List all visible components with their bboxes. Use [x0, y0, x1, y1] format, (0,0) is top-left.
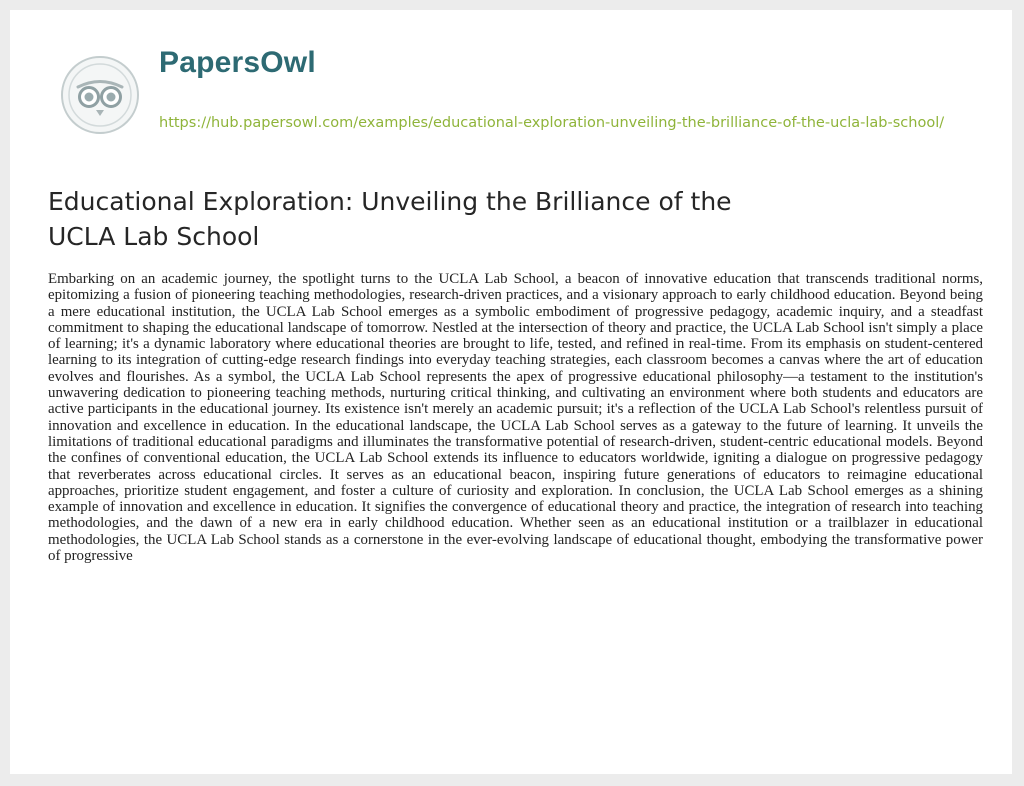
source-url-link[interactable]: https://hub.papersowl.com/examples/educational-exploration-unveiling-the-brilliance-of-the-ucla-lab-school/	[159, 115, 945, 131]
document-page	[10, 10, 1012, 774]
site-header	[59, 46, 959, 166]
document-body: Embarking on an academic journey, the spotlight turns to the UCLA Lab School, a beacon of innovative education that transcends traditional norms, epitomizing a fusion of pioneering teaching methodologies, research-driven practices, and a visionary approach to early childhood education. Beyond being a mere educational institution, the UCLA Lab School emerges as a symbolic embodiment of progressive pedagogy, academic inquiry, and a steadfast commitment to shaping the educational landscape of tomorrow. Nestled at the intersection of theory and practice, the UCLA Lab School isn't simply a place of learning; it's a dynamic laboratory where educational theories are brought to life, tested, and refined in real-time. From its emphasis on student-centered learning to its integration of cutting-edge research findings into everyday teaching strategies, each classroom becomes a canvas where the art of education evolves and flourishes. As a symbol, the UCLA Lab School represents the apex of progressive educational philosophy—a testament to the institution's unwavering dedication to pioneering teaching methods, nurturing critical thinking, and cultivating an environment where both students and educators are active participants in the educational journey. Its existence isn't merely an academic pursuit; it's a reflection of the UCLA Lab School's relentless pursuit of innovation and excellence in education. In the educational landscape, the UCLA Lab School serves as a gateway to the future of learning. It unveils the limitations of traditional educational paradigms and illuminates the transformative potential of research-driven, student-centric educational models. Beyond the confines of conventional education, the UCLA Lab School extends its influence to educators worldwide, igniting a dialogue on progressive pedagogy that reverberates across educational circles. It serves as an educational beacon, inspiring future generations of educators to reimagine educational approaches, prioritize student engagement, and foster a culture of curiosity and exploration. In conclusion, the UCLA Lab School emerges as a shining example of innovation and excellence in education. It signifies the convergence of educational theory and practice, the integration of research into teaching methodologies, and the dawn of a new era in early childhood education. Whether seen as an educational institution or a trailblazer in educational methodologies, the UCLA Lab School stands as a cornerstone in the ever-evolving landscape of educational thought, embodying the transformative power of progressive	[48, 271, 983, 565]
brand-name[interactable]: PapersOwl	[159, 46, 316, 79]
owl-logo-icon	[59, 54, 141, 136]
document-title: Educational Exploration: Unveiling the Brilliance of the UCLA Lab School	[48, 187, 732, 251]
